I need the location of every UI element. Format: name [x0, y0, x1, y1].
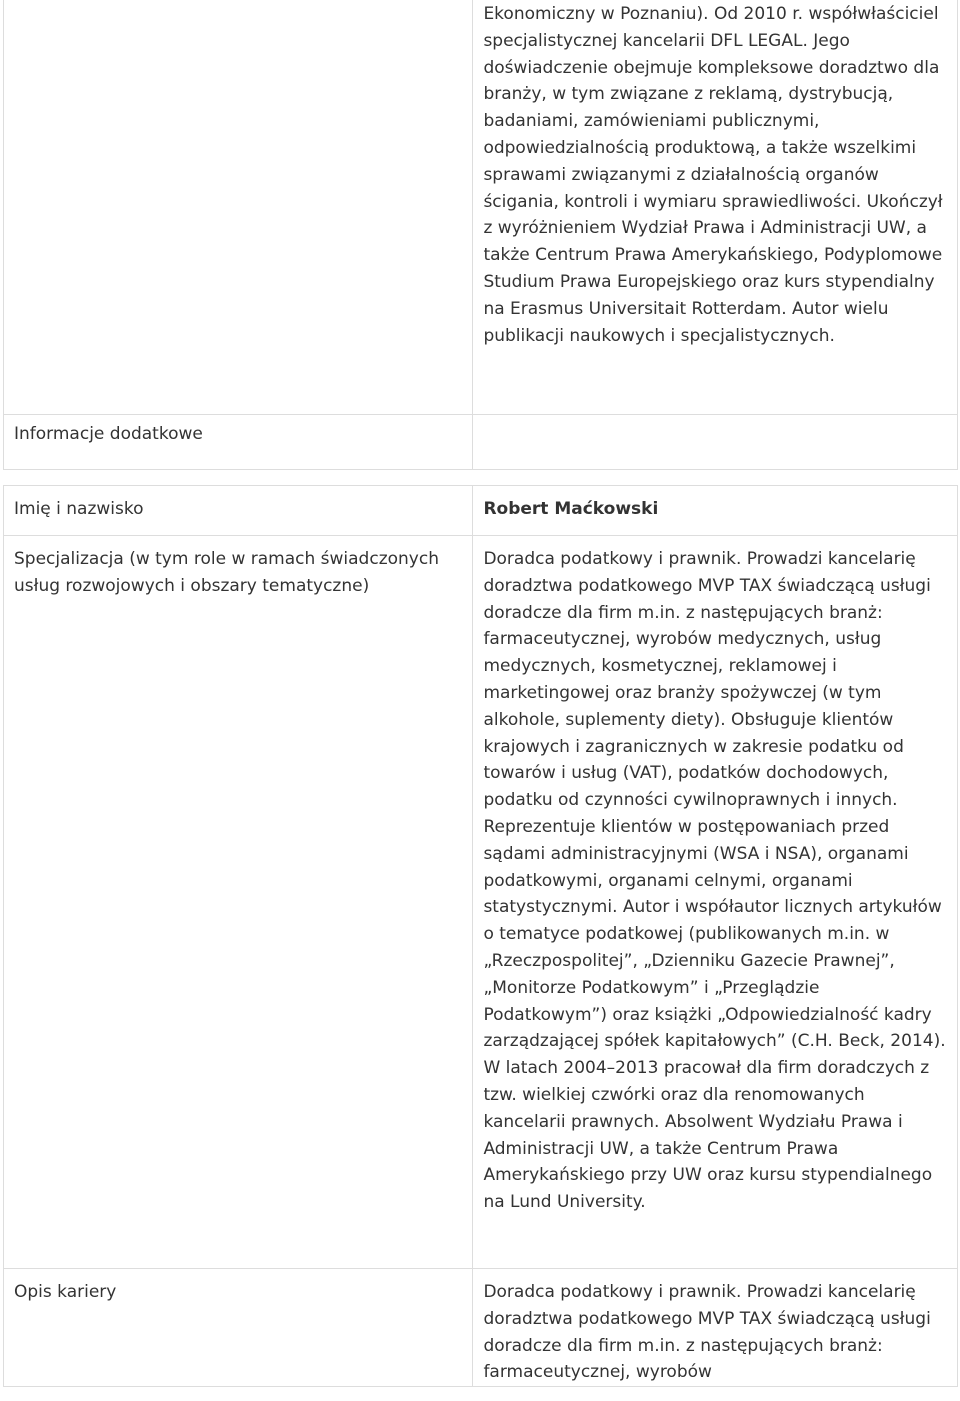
specialization-value: Doradca podatkowy i prawnik. Prowadzi kancelarię doradztwa podatkowego MVP TAX świadczącą usługi doradcze dla firm m.in. z następujących branż: farmaceutycznej, wyrobów medycznych, usług medycznych, kosmetycznej, reklamowej i marketingowej oraz branży spożywczej (w tym alkohole, suplementy diety). Obsługuje klientów krajowych i zagranicznych w zakresie podatku od towarów i usług (VAT), podatków dochodowych, podatku od czynności cywilnoprawnych i innych. Reprezentuje klientów w postępowaniach przed sądami administracyjnymi (WSA i NSA), organami podatkowymi, organami celnymi, organami statystycznymi. Autor i współautor licznych artykułów o tematyce podatkowej (publikowanych m.in. w „Rzeczpospolitej”, „Dzienniku Gazecie Prawnej”, „Monitorze Podatkowym” i „Przeglądzie Podatkowym”) oraz książki „Odpowiedzialność kadry zarządzającej spółek kapitałowych” (C.H. Beck, 2014). W latach 2004–2013 pracował dla firm doradczych z tzw. wielkiej czwórki oraz dla renomowanych kancelarii prawnych. Absolwent Wydziału Prawa i Administracji UW, a także Centrum Prawa Amerykańskiego przy UW oraz kursu stypendialnego na Lund University.	[473, 536, 958, 1269]
empty-label-cell	[4, 0, 473, 415]
table-row	[4, 1269, 958, 1387]
table-row	[4, 0, 958, 415]
additional-info-value	[473, 415, 958, 470]
name-value: Robert Maćkowski	[473, 486, 958, 536]
table-row	[4, 415, 958, 470]
trainer-info-table-2	[3, 485, 958, 1387]
specialization-label: Specjalizacja (w tym role w ramach świadczonych usług rozwojowych i obszary tematyczne)	[4, 536, 473, 1269]
name-label: Imię i nazwisko	[4, 486, 473, 536]
table-row	[4, 536, 958, 1269]
career-value: Doradca podatkowy i prawnik. Prowadzi kancelarię doradztwa podatkowego MVP TAX świadczącą usługi doradcze dla firm m.in. z następujących branż: farmaceutycznej, wyrobów	[473, 1269, 958, 1387]
additional-info-label: Informacje dodatkowe	[4, 415, 473, 470]
table-row	[4, 486, 958, 536]
trainer-info-table-1	[3, 0, 958, 470]
bio-text: Ekonomiczny w Poznaniu). Od 2010 r. współwłaściciel specjalistycznej kancelarii DFL LEGAL. Jego doświadczenie obejmuje kompleksowe doradztwo dla branży, w tym związane z reklamą, dystrybucją, badaniami, zamówieniami publicznymi, odpowiedzialnością produktową, a także wszelkimi sprawami związanymi z działalnością organów ścigania, kontroli i wymiaru sprawiedliwości. Ukończył z wyróżnieniem Wydział Prawa i Administracji UW, a także Centrum Prawa Amerykańskiego, Podyplomowe Studium Prawa Europejskiego oraz kurs stypendialny na Erasmus Universitait Rotterdam. Autor wielu publikacji naukowych i specjalistycznych.	[483, 4, 943, 346]
bio-text-cell	[473, 0, 958, 415]
career-label: Opis kariery	[4, 1269, 473, 1387]
